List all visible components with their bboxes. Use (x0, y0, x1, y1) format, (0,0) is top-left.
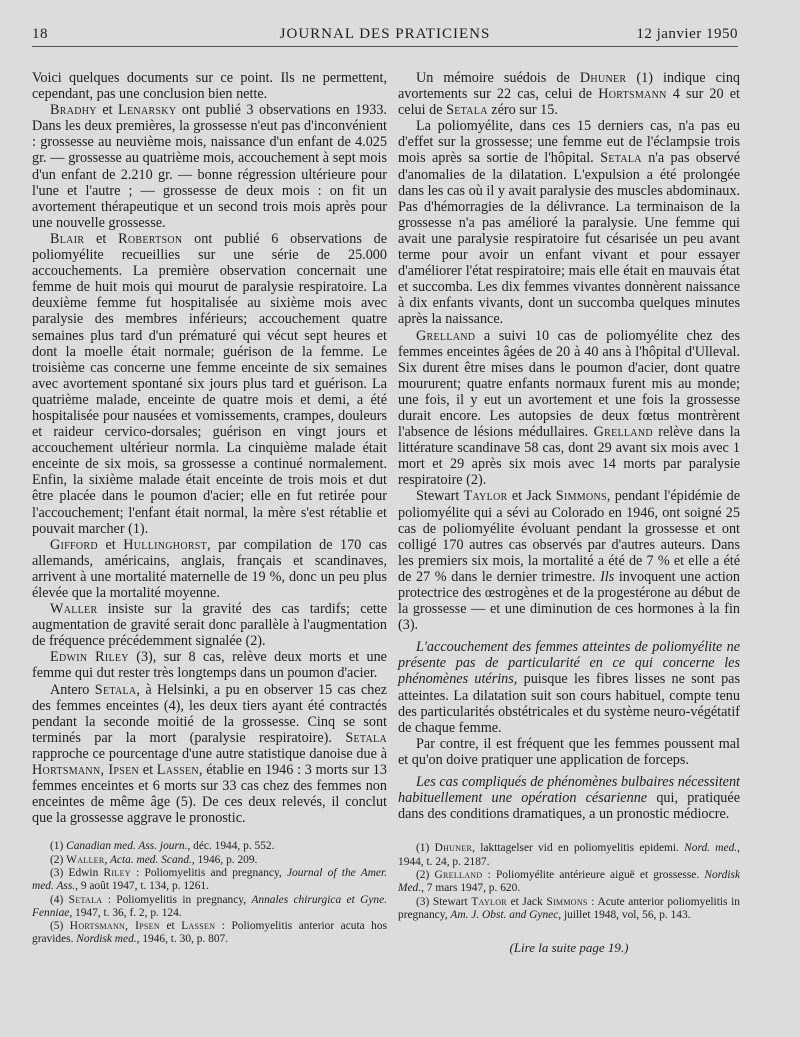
paragraph: Stewart Taylor et Jack Simmons, pendant l'épidémie de poliomyélite qui a sévi au Colorado en 1946, ont soigné 25 cas de poliomyélite évoluant pendant la grossesse et ont colligé 170 autres cas observés par d'autres auteurs. Dans les premiers six mois, la mortalité a été de 7 % et elle a été de 27 % dans le dernier trimestre. Ils invoquent une action protectrice des œstrogènes et de la progestérone au début de la grossesse — et une diminution de ces hormones à la fin (3). (398, 488, 740, 634)
paragraph: Bradhy et Lenarsky ont publié 3 observations en 1933. Dans les deux premières, la grossesse n'eut pas d'inconvénient : grossesse au neuvième mois, naissance d'un enfant de 4.025 gr. — grossesse au quatrième mois, accouchement à sept mois d'un enfant de 2.210 gr. — bonne régression ultérieure pour l'une et l'autre ; — grossesse de deux mois : on fit un avortement thérapeutique et un second trois mois après pour une nouvelle grossesse. (32, 102, 387, 231)
footnotes-left (32, 840, 387, 946)
paragraph: Antero Setala, à Helsinki, a pu en observer 15 cas chez des femmes enceintes (4), les deux tiers ayant été contractés pendant la seconde moitié de la grossesse. Cinq se sont terminés par la mort (paralysie respiratoire). Setala rapproche ce pourcentage d'une autre statistique danoise due à Hortsmann, Ipsen et Lassen, établie en 1946 : 3 morts sur 13 femmes enceintes et 6 morts sur 33 cas chez des femmes non enceintes de même âge (5). De ces deux relevés, il conclut que la grossesse aggrave le pronostic. (32, 681, 387, 827)
continuation-note: (Lire la suite page 19.) (509, 940, 629, 956)
footnote: (3) Edwin Riley : Poliomyelitis and pregnancy, Journal of the Amer. med. Ass., 9 août 1947, t. 134, p. 1261. (32, 867, 388, 893)
paragraph: La poliomyélite, dans ces 15 derniers cas, n'a pas eu d'effet sur la grossesse; une femme eut de l'éclampsie trois mois après sa sortie de l'hôpital. Setala n'a pas observé d'anomalies de la dilatation. L'expulsion a été prolongée dans les cas où il y avait paralysie des muscles abdominaux. Pas d'hémorragies de la délivrance. La terminaison de la grossesse n'a pas amélioré la paralysie. Une femme qui avait une paralysie respiratoire fut césarisée un peu avant terme pour avoir un enfant vivant et pour essayer d'améliorer l'état respiratoire; mais elle était en mauvais état et succomba. Les dix femmes vivantes donnèrent naissance à dix enfants vivants, dont un succomba quelques minutes après la naissance. (398, 118, 740, 328)
paragraph: Un mémoire suédois de Dhuner (1) indique cinq avortements sur 22 cas, celui de Hortsmann 4 sur 20 et celui de Setala zéro sur 15. (398, 70, 741, 119)
issue-date: 12 janvier 1950 (636, 26, 738, 42)
footnote: (3) Stewart Taylor et Jack Simmons : Acute anterior poliomyelitis in pregnancy, Am. J. Obst. and Gynec, juillet 1948, vol, 56, p. 143. (398, 895, 740, 921)
footnotes-right (398, 842, 740, 922)
page-number: 18 (32, 26, 48, 42)
paragraph: L'accouchement des femmes atteintes de poliomyélite ne présente pas de particularité en ce qui concerne les phénomènes utérins, puisque les fibres lisses ne sont pas atteintes. La dilatation suit son cours habituel, compte tenu des particularités obstétricales et du système neuro-végétatif de chaque femme. (398, 639, 740, 736)
right-column (398, 70, 740, 956)
footnote: (2) Grelland : Poliomyélite antérieure aiguë et grossesse. Nordisk Med., 7 mars 1947, p. 620. (398, 868, 740, 895)
paragraph: Par contre, il est fréquent que les femmes poussent mal et qu'on doive pratiquer une application de forceps. (398, 735, 740, 768)
footnote: (2) Waller, Acta. med. Scand., 1946, p. 209. (50, 853, 258, 866)
footnote: (4) Setala : Poliomyelitis in pregnancy, Annales chirurgica et Gyne. Fenniae, 1947, t. 36, f. 2, p. 124. (32, 893, 387, 919)
footnote: (1) Canadian med. Ass. journ., déc. 1944, p. 552. (50, 840, 275, 853)
paragraph: Gifford et Hullinghorst, par compilation de 170 cas allemands, américains, anglais, français et scandinaves, arrivent à une mortalité maternelle de 19 %, donc un peu plus élevée que la mortalité moyenne. (32, 536, 387, 601)
paragraph: Waller insiste sur la gravité des cas tardifs; cette augmentation de gravité serait donc parallèle à l'augmentation de fréquence précédemment signalée (2). (32, 601, 387, 650)
paragraph: Grelland a suivi 10 cas de poliomyélite chez des femmes enceintes âgées de 20 à 40 ans à l'hôpital d'Ulleval. Six durent être mises dans le poumon d'acier, dont quatre moururent; quatre enfants normaux furent mis au monde; une fois, il y eut un avortement et une fois la grossesse durait encore. Les autopsies de deux fœtus montrèrent l'absence de lésions médullaires. Grelland relève dans la littérature scandinave 58 cas, dont 29 avant six mois avec 1 mort et 29 après six mois avec 14 morts par paralysie respiratoire (2). (398, 327, 740, 489)
page-header (32, 22, 738, 47)
paragraph: Les cas compliqués de phénomènes bulbaires nécessitent habituellement une opération césarienne qui, pratiquée dans des conditions dramatiques, a un pronostic médiocre. (398, 774, 740, 823)
left-column (32, 70, 387, 947)
paragraph: Voici quelques documents sur ce point. Ils ne permettent, cependant, pas une conclusion bien nette. (32, 70, 387, 103)
footnote: (1) Dhuner, lakttagelser vid en poliomyelitis epidemi. Nord. med., 1944, t. 24, p. 2187. (398, 842, 740, 868)
footnote: (5) Hortsmann, Ipsen et Lassen : Poliomyelitis anterior acuta hos gravides. Nordisk med., 1946, t. 30, p. 807. (32, 920, 387, 946)
paragraph: Edwin Riley (3), sur 8 cas, relève deux morts et une femme qui dut rester très longtemps dans un poumon d'acier. (32, 649, 387, 682)
paragraph: Blair et Robertson ont publié 6 observations de poliomyélite recueillies sur une série de 25.000 accouchements. La première observation concernait une femme de huit mois qui mourut de paralysie respiratoire. La deuxième femme fut hospitalisée au sixième mois avec paralysie des membres inférieurs; accouchement quatre semaines plus tard d'un prématuré qui vécut sept heures et dont la moelle était normale; guérison de la femme. Le troisième cas concerne une femme enceinte de six semaines avec avortement spontané six jours plus tard et guérison. La quatrième malade, enceinte de quatre mois et demi, a été hospitalisée pour nausées et vomissements, crampes, douleurs et raideur cervico-dorsales; guérison en vingt jours et accouchement ultérieur normla. La cinquième malade était enceinte de six mois, sa grossesse a continué normalement. Enfin, la sixième malade était enceinte de trois mois et dut être placée dans le poumon d'acier; elle en fut retirée pour l'accouchement; l'enfant était normal, la mère s'est rétablie et pouvait marcher (1). (32, 230, 387, 537)
journal-title: JOURNAL DES PRATICIENS (279, 26, 491, 42)
